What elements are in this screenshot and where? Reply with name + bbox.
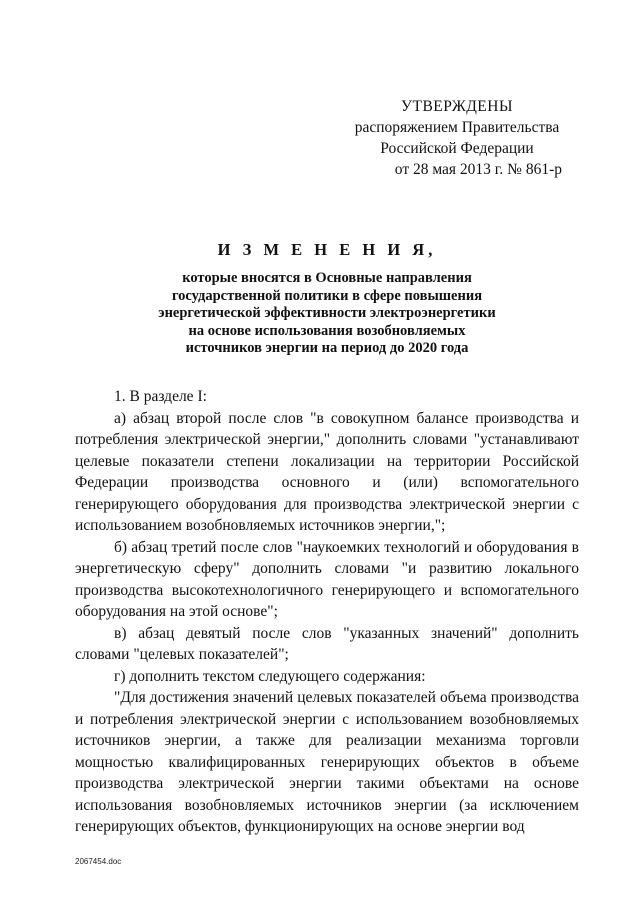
- paragraph-d: г) дополнить текстом следующего содержания:: [114, 667, 426, 685]
- section-heading: 1. В разделе I:: [114, 388, 207, 405]
- heading-subtitle: [80, 270, 574, 358]
- footer-filename: 2067454.doc: [75, 857, 122, 866]
- approval-title: УТВЕРЖДЕНЫ: [401, 98, 513, 115]
- subtitle-line: энергетической эффективности электроэнергетики: [158, 305, 496, 321]
- approval-line-2: Российской Федерации: [380, 140, 534, 157]
- paragraph-b: б) абзац третий после слов "наукоемких технологий и оборудования в энергетическую сферу" дополнить словами "и развитию локального производства высокотехнологичного генерирующего и вспомогательного оборудования на этой основе";: [75, 538, 579, 620]
- paragraph-quote: "Для достижения значений целевых показателей объема производства и потребления электрической энергии с использованием возобновляемых источников энергии, а также для реализации механизма торговли мощностью квалифицированных генерирующих объектов в объеме производства электрической энергии такими объектами на основе использования возобновляемых источников энергии (за исключением генерирующих объектов, функционирующих на основе энергии вод: [75, 689, 579, 835]
- subtitle-line: источников энергии на период до 2020 года: [185, 340, 469, 356]
- approval-line-3: от 28 мая 2013 г. № 861-р: [394, 161, 562, 178]
- paragraph-a: а) абзац второй после слов "в совокупном балансе производства и потребления электрической энергии," дополнить словами "устанавливают целевые показатели степени локализации на территории Российской Федерации производства основного и (или) вспомогательного генерирующего оборудования для производства электрической энергии с использованием возобновляемых источников энергии,";: [75, 409, 579, 534]
- document-heading: [80, 238, 574, 358]
- subtitle-line: на основе использования возобновляемых: [188, 322, 466, 339]
- heading-title: И З М Е Н Е Н И Я,: [217, 240, 437, 259]
- document-body: [75, 386, 579, 838]
- paragraph-c: в) абзац девятый после слов "указанных значений" дополнить словами "целевых показателей";: [75, 624, 579, 663]
- subtitle-line: государственной политики в сфере повышения: [171, 287, 483, 304]
- subtitle-line: которые вносятся в Основные направления: [182, 270, 472, 286]
- approval-block: [352, 96, 562, 180]
- approval-line-1: распоряжением Правительства: [354, 119, 560, 136]
